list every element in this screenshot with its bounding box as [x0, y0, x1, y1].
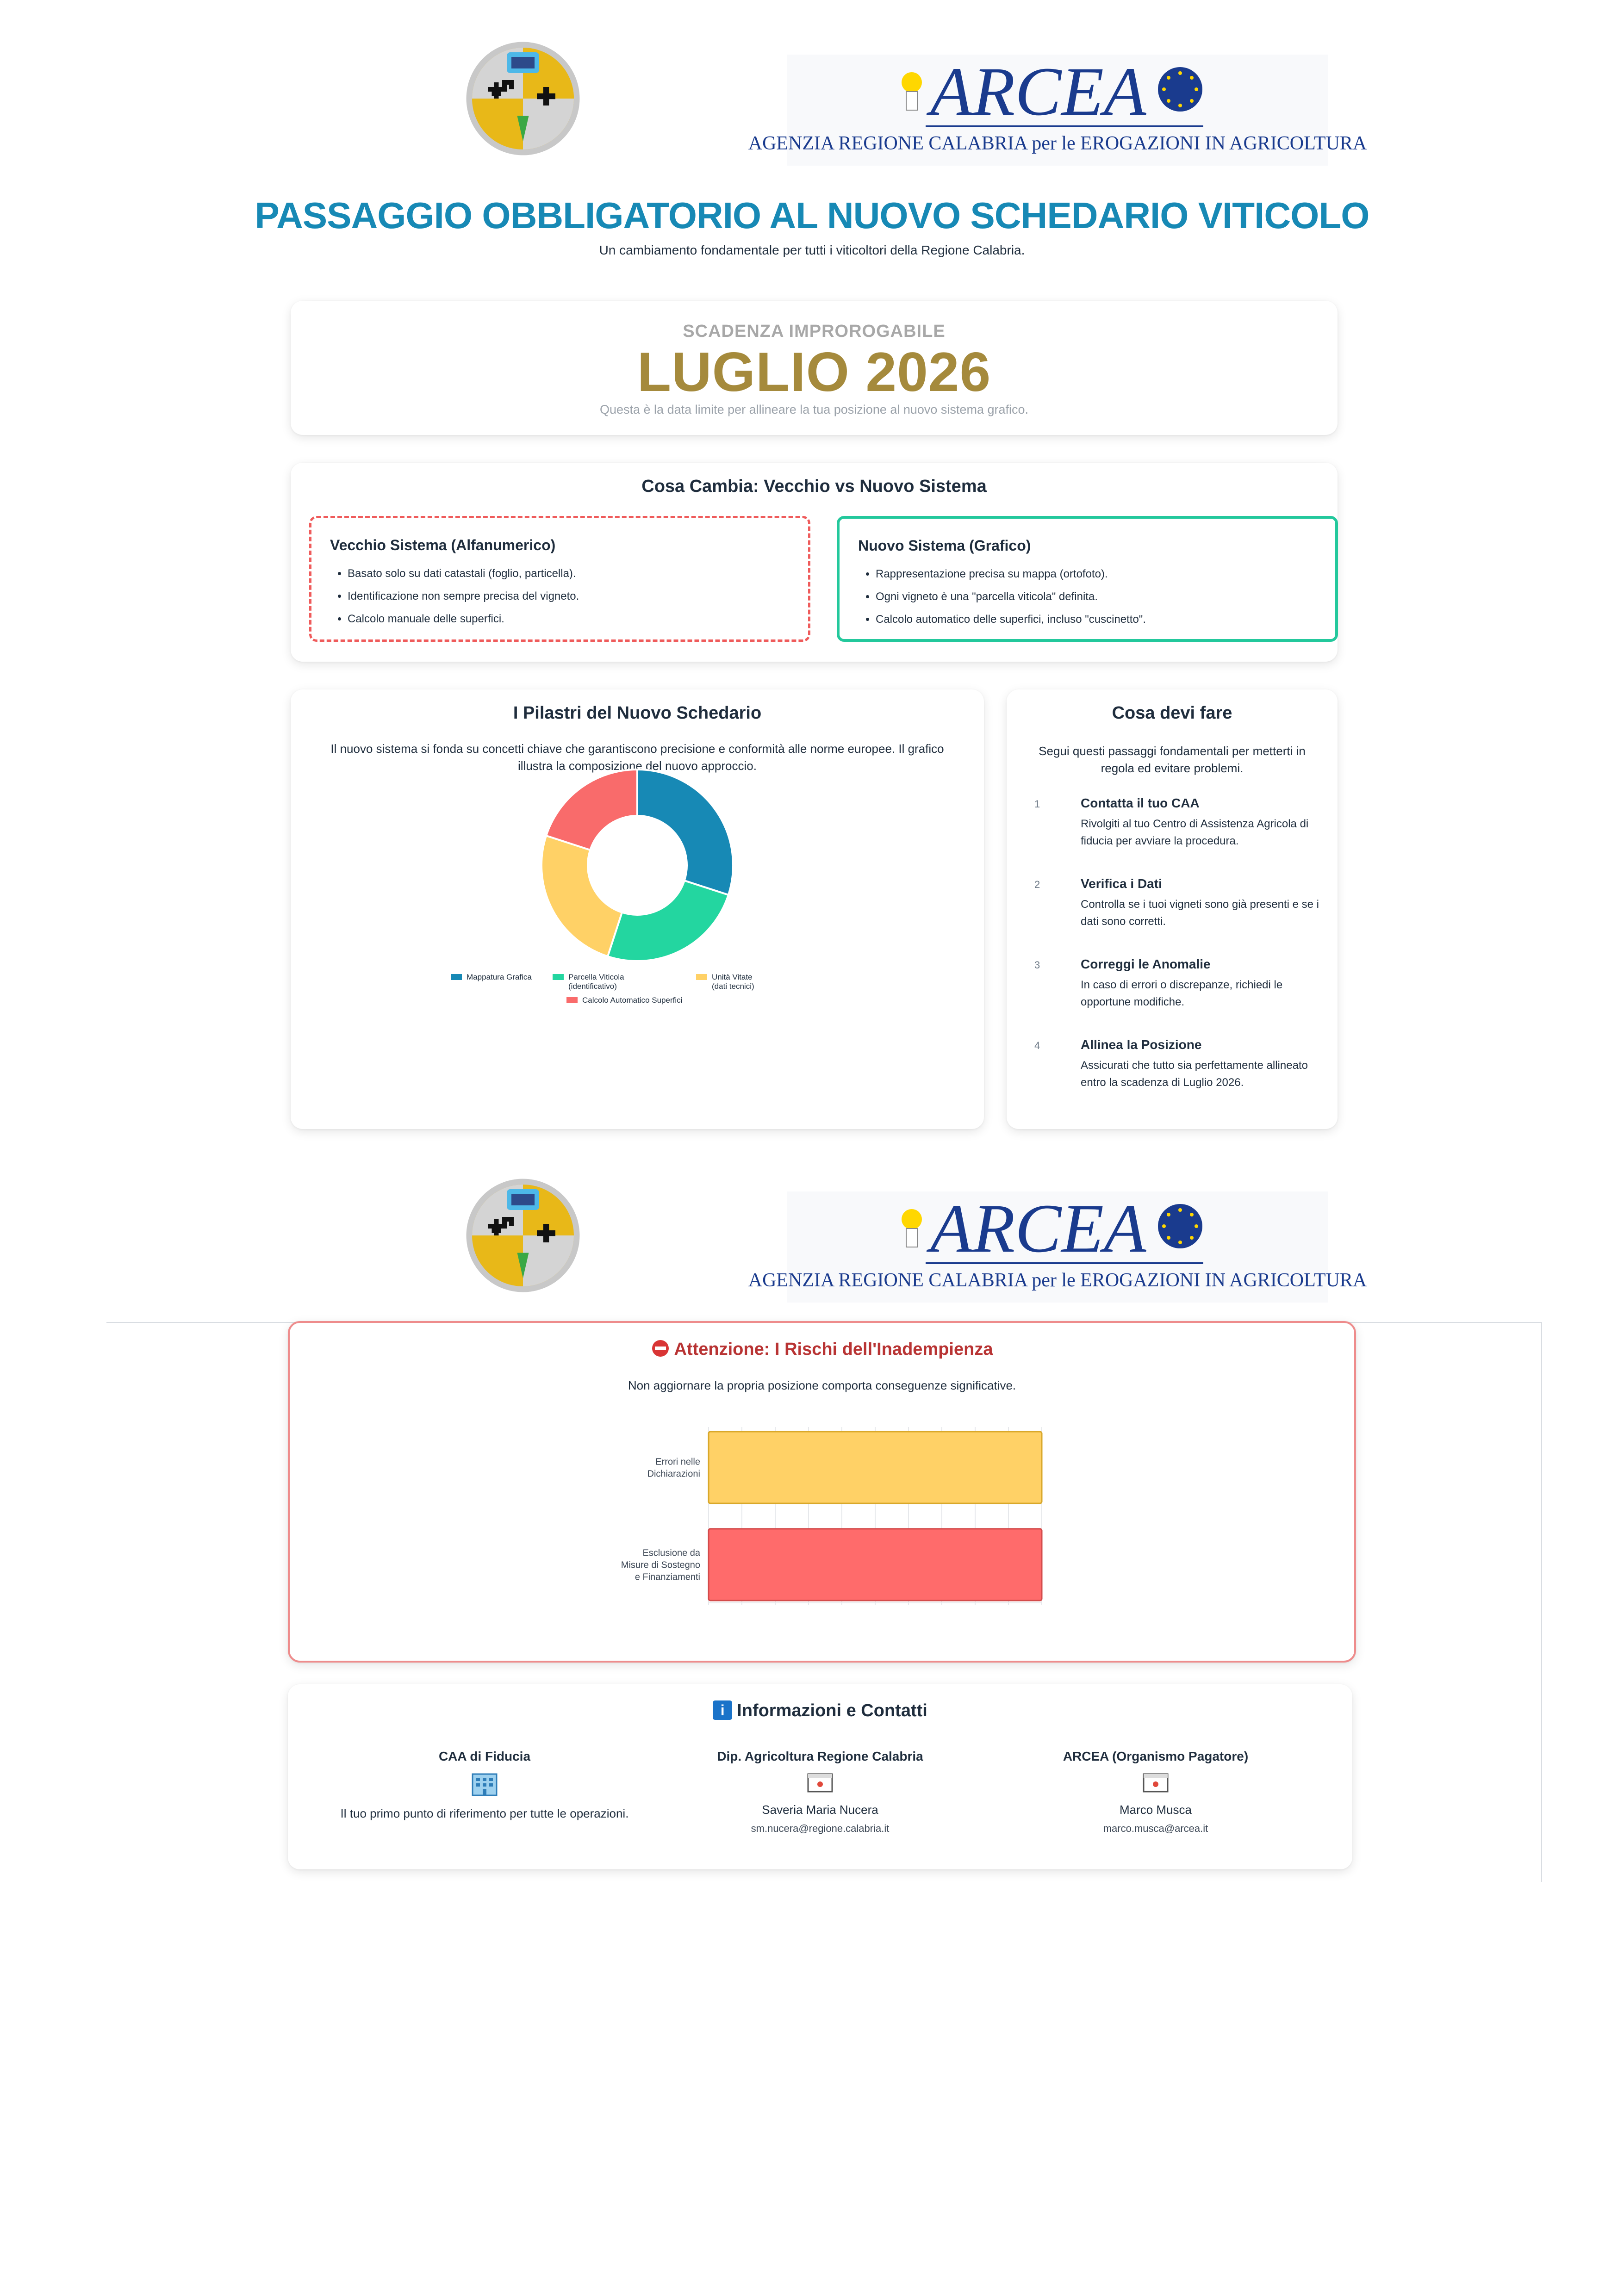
arcea-agency-name: AGENZIA REGIONE CALABRIA per le EROGAZIONI IN AGRICOLTURA	[748, 133, 1367, 154]
step-number: 3	[1034, 959, 1040, 971]
page-title: PASSAGGIO OBBLIGATORIO AL NUOVO SCHEDARIO VITICOLO	[255, 195, 1369, 236]
list-item: • Basato solo su dati catastali (foglio, particella).	[348, 562, 790, 585]
info-icon: i	[713, 1700, 732, 1720]
list-item: • Calcolo manuale delle superfici.	[348, 608, 790, 630]
contact-name: Saveria Maria Nucera	[762, 1803, 878, 1817]
legend-swatch	[566, 997, 578, 1003]
old-system-list	[330, 562, 790, 630]
contacts-title	[288, 1700, 1352, 1721]
risk-bar	[709, 1529, 1042, 1601]
step-text: Rivolgiti al tuo Centro di Assistenza Agricola di fiducia per avviare la procedura.	[1081, 818, 1309, 847]
contact-head: ARCEA (Organismo Pagatore)	[1063, 1749, 1249, 1763]
bar-label: Misure di Sostegno	[621, 1560, 700, 1570]
step-title: Correggi le Anomalie	[1081, 957, 1211, 971]
list-item: • Calcolo automatico delle superfici, incluso "cuscinetto".	[876, 608, 1317, 631]
contact-head: CAA di Fiducia	[438, 1749, 531, 1763]
old-system-box	[309, 516, 810, 642]
contact-email[interactable]: sm.nucera@regione.calabria.it	[751, 1823, 890, 1834]
arcea-wordmark: ARCEA	[930, 53, 1146, 130]
step-number: 1	[1034, 798, 1040, 810]
bar-label: Dichiarazioni	[647, 1469, 700, 1479]
steps-description: Segui questi passaggi fondamentali per metterti in regola ed evitare problemi.	[1039, 744, 1306, 775]
arcea-agency-name: AGENZIA REGIONE CALABRIA per le EROGAZIONI IN AGRICOLTURA	[748, 1270, 1367, 1291]
risk-bar	[709, 1432, 1042, 1503]
mailbox-icon	[1143, 1773, 1169, 1793]
arcea-logo	[748, 1190, 1367, 1303]
doughnut-slice	[546, 769, 637, 850]
contact-regione	[635, 1749, 1005, 1835]
step-title: Verifica i Dati	[1081, 876, 1162, 891]
legend-swatch	[696, 974, 707, 980]
page-divider	[1541, 1322, 1542, 1882]
risks-title	[290, 1339, 1354, 1359]
step-text: Controlla se i tuoi vigneti sono già presenti e se i dati sono corretti.	[1081, 898, 1319, 928]
contacts-title-text: Informazioni e Contatti	[737, 1701, 927, 1720]
risks-bar-chart	[290, 1420, 1354, 1605]
bar-label: Esclusione da	[642, 1548, 700, 1558]
deadline-date: LUGLIO 2026	[637, 341, 991, 403]
step-title: Contatta il tuo CAA	[1081, 796, 1200, 810]
contacts-card	[288, 1684, 1352, 1869]
steps-title: Cosa devi fare	[1112, 703, 1232, 723]
legend-label: (dati tecnici)	[712, 982, 754, 991]
step-number: 2	[1034, 879, 1040, 890]
contact-name: Marco Musca	[1119, 1803, 1192, 1817]
comparison-card	[291, 463, 1338, 662]
building-icon	[472, 1773, 498, 1796]
pillars-doughnut-chart	[291, 773, 984, 1060]
arcea-logo	[748, 53, 1367, 166]
risks-description: Non aggiornare la propria posizione comporta conseguenze significative.	[628, 1378, 1016, 1392]
legend-swatch	[451, 974, 462, 980]
deadline-card	[291, 301, 1338, 435]
new-system-box	[837, 516, 1338, 642]
deadline-label: SCADENZA IMPROROGABILE	[683, 322, 946, 341]
arcea-wordmark: ARCEA	[930, 1190, 1146, 1267]
bar-label: e Finanziamenti	[635, 1572, 700, 1582]
comparison-title: Cosa Cambia: Vecchio vs Nuovo Sistema	[641, 477, 987, 496]
old-system-title: Vecchio Sistema (Alfanumerico)	[330, 537, 556, 553]
legend-label: Unità Vitate	[712, 973, 753, 981]
contact-caa	[299, 1749, 670, 1821]
risks-card	[288, 1321, 1356, 1663]
calabria-region-logo	[465, 41, 581, 156]
legend-label: Mappatura Grafica	[467, 973, 532, 981]
step-number: 4	[1034, 1040, 1040, 1051]
legend-label: (identificativo)	[568, 982, 617, 991]
legend-label: Calcolo Automatico Superfici	[582, 996, 683, 1005]
contact-email[interactable]: marco.musca@arcea.it	[1103, 1823, 1208, 1834]
pillars-description: Il nuovo sistema si fonda su concetti chiave che garantiscono precisione e conformità alle norme europee. Il grafico illustra la composizione del nuovo approccio.	[330, 742, 944, 773]
legend-label: Parcella Viticola	[568, 973, 624, 981]
calabria-region-logo	[465, 1178, 581, 1293]
mailbox-icon	[807, 1773, 833, 1793]
pillars-card	[291, 689, 984, 1129]
pillars-title: I Pilastri del Nuovo Schedario	[513, 703, 762, 723]
doughnut-slice	[608, 881, 728, 961]
legend-swatch	[553, 974, 564, 980]
contact-head: Dip. Agricoltura Regione Calabria	[717, 1749, 923, 1763]
step-text: Assicurati che tutto sia perfettamente allineato entro la scadenza di Luglio 2026.	[1081, 1059, 1308, 1089]
step-title: Allinea la Posizione	[1081, 1037, 1202, 1052]
page-subtitle: Un cambiamento fondamentale per tutti i viticoltori della Regione Calabria.	[599, 243, 1025, 257]
deadline-note: Questa è la data limite per allineare la tua posizione al nuovo sistema grafico.	[599, 403, 1028, 416]
doughnut-slice	[637, 769, 733, 895]
contact-name: Il tuo primo punto di riferimento per tutte le operazioni.	[340, 1806, 629, 1820]
contact-arcea	[971, 1749, 1341, 1835]
no-entry-icon	[651, 1339, 670, 1358]
steps-card	[1007, 689, 1338, 1129]
risks-title-text: Attenzione: I Rischi dell'Inadempienza	[674, 1340, 993, 1359]
doughnut-slice	[541, 836, 622, 956]
list-item: • Rappresentazione precisa su mappa (ortofoto).	[876, 563, 1317, 585]
list-item: • Identificazione non sempre precisa del vigneto.	[348, 585, 790, 608]
new-system-list	[858, 563, 1317, 631]
step-text: In caso di errori o discrepanze, richiedi le opportune modifiche.	[1081, 979, 1283, 1008]
list-item: • Ogni vigneto è una "parcella viticola" definita.	[876, 585, 1317, 608]
new-system-title: Nuovo Sistema (Grafico)	[858, 537, 1031, 554]
bar-label: Errori nelle	[655, 1457, 700, 1467]
